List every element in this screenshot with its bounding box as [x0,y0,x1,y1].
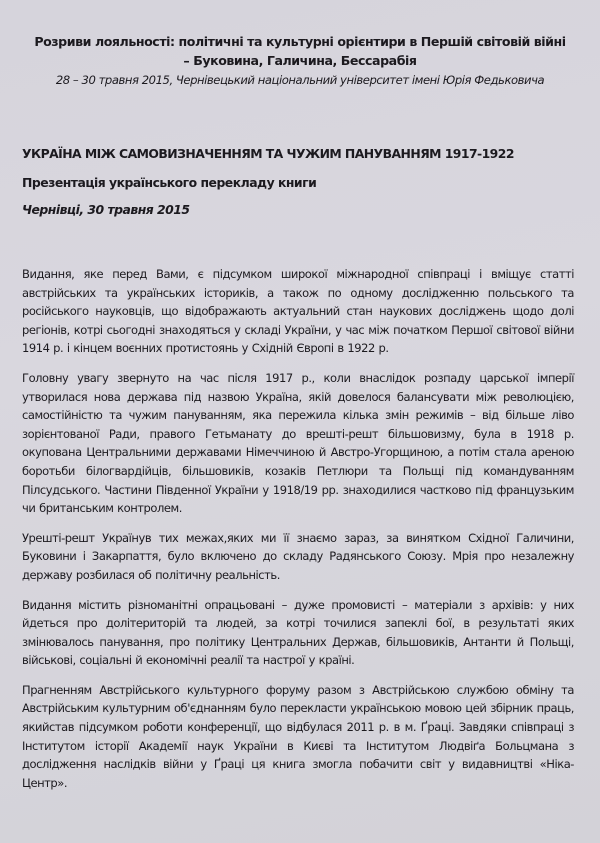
presentation-line: Презентація українського перекладу книги [22,175,317,190]
paragraph-1: Видання, яке перед Вами, є підсумком широкої міжнародної співпраці і вміщує статті австрійських та українських істориків, а також по одному дослідженню польського та російського науковців, що відображають актуальний стан наукових досліджень щодо долі регіонів, котрі сьогодні знаходяться у складі України, у час між початком Першої світової війни 1914 р. і кінцем воєнних протистоянь у Східній Європі в 1922 р. [22,267,574,356]
paragraph-3: Урешті-решт Українув тих межах,яких ми її знаємо зараз, за винятком Східної Галичини, Буковини і Закарпаття, було включено до складу Радянського Союзу. Мрія про незалежну державу розбилася об політичну реальність. [22,530,574,582]
paragraph-5: Прагненням Австрійського культурного форуму разом з Австрійською службою обміну та Австрійським культурним об'єднанням було перекласти українською мовою цей збірник праць, якийстав підсумком роботи конференції, що відбулася 2011 р. в м. Ґраці. Завдяки співпраці з Інститутом історії Академії наук України в Києві та Інститутом Людвіґа Больцмана з дослідження наслідків війни у Ґраці ця книга змогла побачити світ у видавництві «Ніка-Центр». [22,682,574,790]
body-text [22,265,574,803]
conference-title: Розриви лояльності: політичні та культурні орієнтири в Першій світовій війні – Буковина, Галичина, Бессарабія [34,34,566,68]
place-date: Чернівці, 30 травня 2015 [22,202,190,217]
conference-subtitle: 28 – 30 травня 2015, Чернівецький національний університет імені Юрія Федьковича [55,73,545,87]
paragraph-2: Головну увагу звернуто на час після 1917 р., коли внаслідок розпаду царської імперії утворилася нова держава під назвою Україна, якій довелося балансувати між революцією, самостійністю та чужим пануванням, яка пережила кілька змін режимів – від більше ліво зорієнтованої Ради, правого Гетьманату до врешті-решт більшовизму, була в 1918 р. окупована Центральними державами Німеччиною й Австро-Угорщиною, а потім стала ареною боротьби білогвардійців, більшовиків, козаків Петлюри та Польщі під командуванням Пілсудського. Частини Південної України у 1918/19 рр. знаходилися частково під французьким чи британським контролем. [22,370,574,516]
paragraph-4: Видання містить різноманітні опрацьовані – дуже промовисті – матеріали з архівів: у них йдеться про долітериторій та людей, за котрі точилися запеклі бої, в результаті яких змінювалось панування, про політику Центральних Держав, більшовиків, Антанти й Польщі, військові, соціальні й економічні реалії та настрої у країні. [22,597,574,668]
book-title: УКРАЇНА МІЖ САМОВИЗНАЧЕННЯМ ТА ЧУЖИМ ПАНУВАННЯМ 1917-1922 [22,146,514,161]
